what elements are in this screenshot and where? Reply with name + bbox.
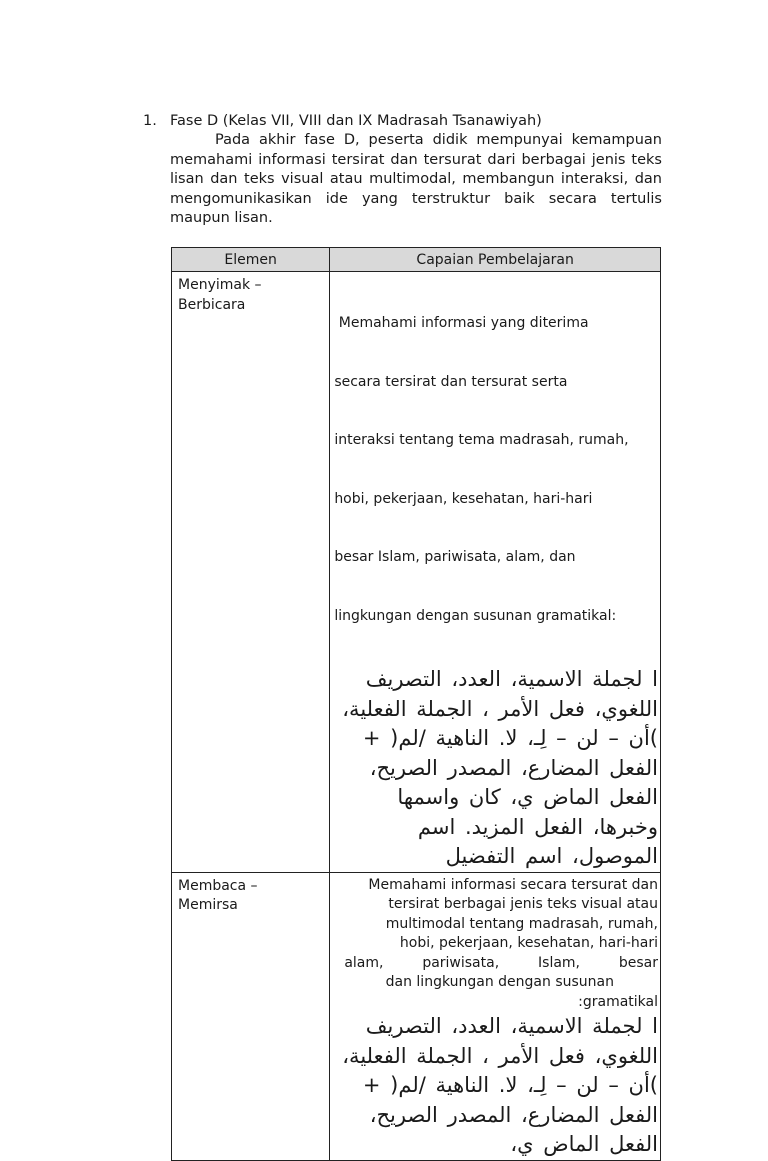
intro-paragraph: Pada akhir fase D, peserta didik mempunyai kemampuan memahami informasi tersirat dan tersurat dari berbagai jenis teks lisan dan teks visual atau multimodal, membangun interaksi, dan mengomunikasikan ide yang terstruktur baik secara tertulis maupun lisan. [170,132,662,226]
capaian-line: lingkungan dengan susunan gramatikal: [334,607,617,624]
capaian-line: dan lingkungan dengan susunan [385,974,614,990]
section-title: Fase D (Kelas VII, VIII dan IX Madrasah Tsanawiyah) [170,113,542,129]
elemen-line: Memirsa [178,897,238,913]
capaian-line: multimodal tentang madrasah, rumah, [385,915,658,932]
elemen-cell [172,872,330,1160]
capaian-cell [330,872,661,1160]
arabic-grammar-list: ا لجملة الاسمية، العدد، التصريف اللغوي، فعل الأمر ، الجملة الفعلية، )أن – لن – لِـ، لا. الناهية /لم( + الفعل المضارع، المصدر الصريح، الفعل الماض ي، [342,1014,658,1156]
capaian-line: Memahami informasi secara tersurat dan [368,876,658,893]
elemen-cell [172,272,330,873]
arabic-grammar-list: ا لجملة الاسمية، العدد، التصريف اللغوي، فعل الأمر ، الجملة الفعلية، )أن – لن – لِـ، لا. الناهية /لم( + الفعل المضارع، المصدر الصريح، الفعل الماض ي، كان واسمها وخبرها، الفعل المزيد. اسم الموصول، اسم التفضيل [342,667,658,868]
capaian-line: :gramatikal [578,993,658,1010]
learning-outcomes-table [171,247,661,1161]
capaian-line: tersirat berbagai jenis teks visual atau [388,896,658,912]
table-row [172,272,661,873]
header-capaian: Capaian Pembelajaran [330,248,661,272]
capaian-line: hobi, pekerjaan, kesehatan, hari-hari [334,490,593,507]
capaian-line: Memahami informasi yang diterima [334,315,589,331]
list-number: 1. [143,113,157,129]
capaian-line: alam, pariwisata, Islam, besar [344,954,658,971]
capaian-line: besar Islam, pariwisata, alam, dan [334,549,576,565]
elemen-line: Menyimak – [178,277,262,293]
elemen-line: Berbicara [178,296,246,313]
capaian-line: hobi, pekerjaan, kesehatan, hari-hari [399,935,658,951]
capaian-cell [330,272,661,873]
header-elemen: Elemen [172,248,330,272]
elemen-line: Membaca – [178,877,258,894]
capaian-line: interaksi tentang tema madrasah, rumah, [334,432,629,448]
table-row [172,872,661,1160]
capaian-line: secara tersirat dan tersurat serta [334,373,568,390]
